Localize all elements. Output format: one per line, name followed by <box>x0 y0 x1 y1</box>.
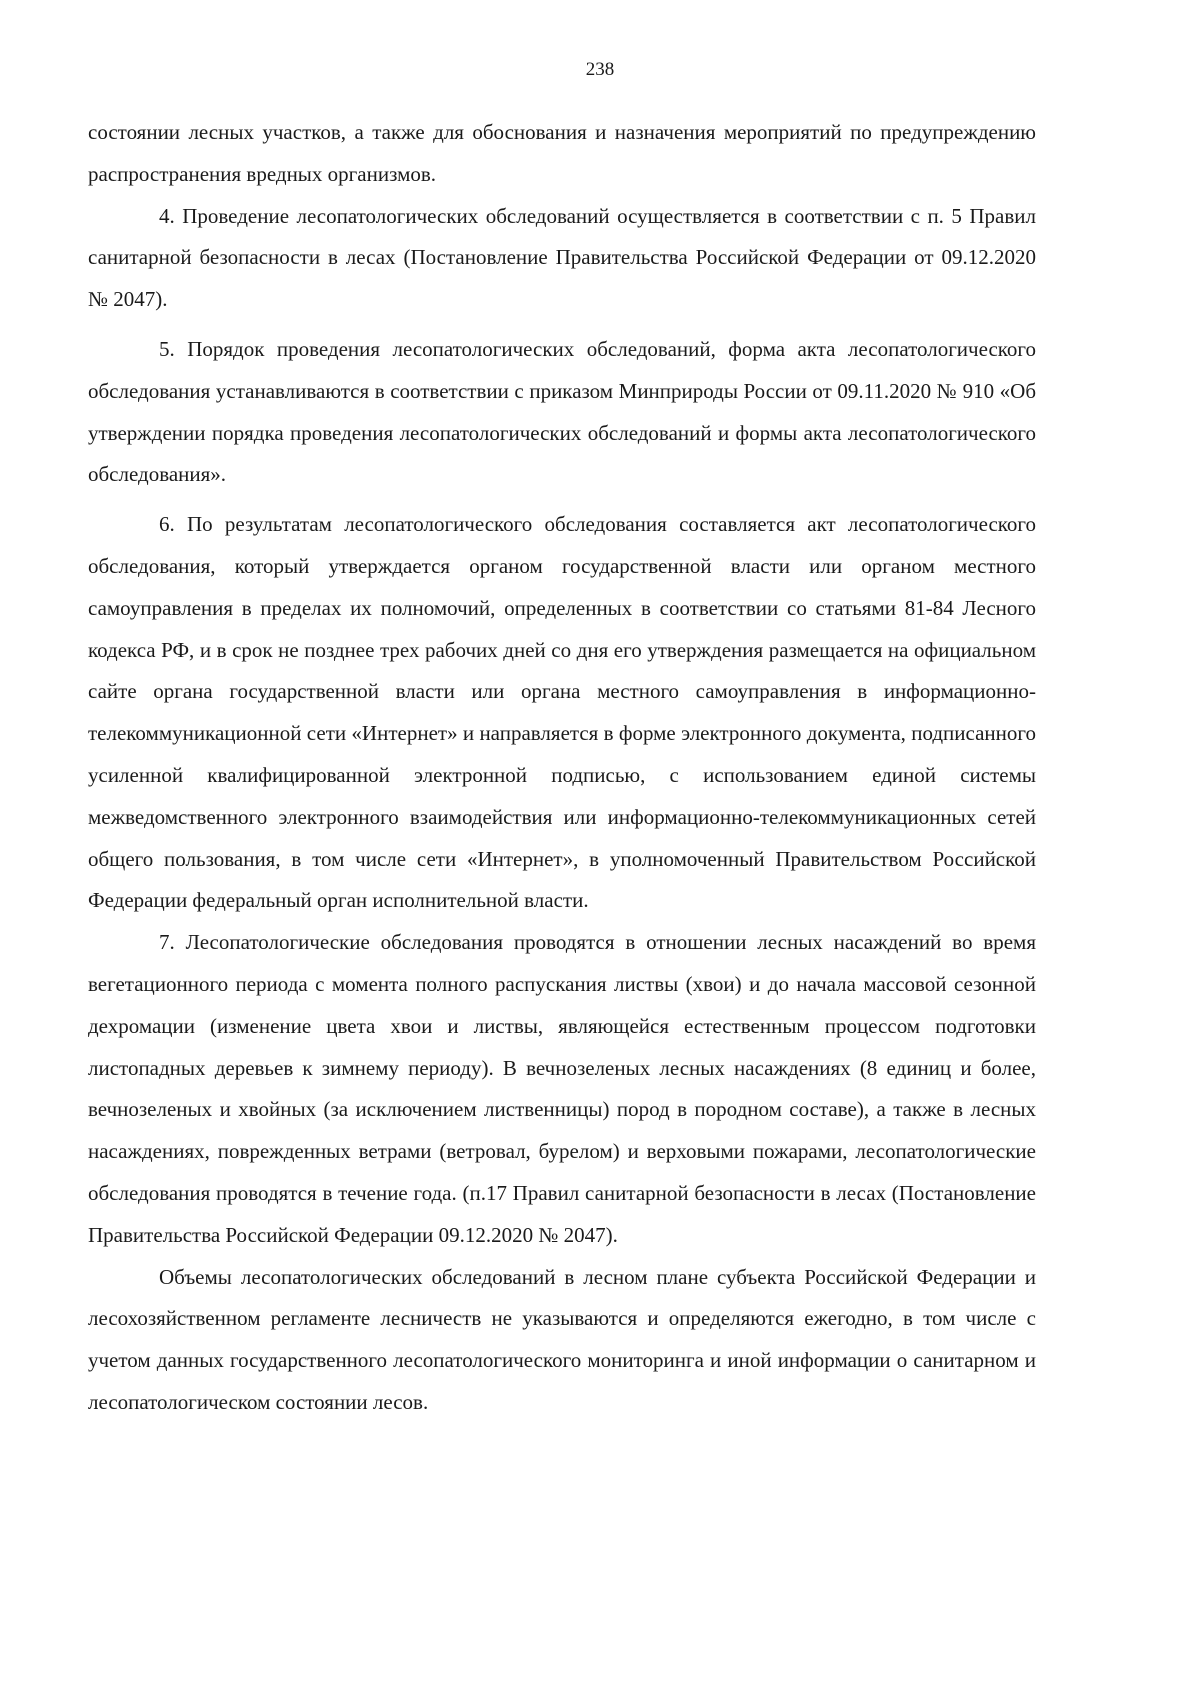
paragraph-item-4: 4. Проведение лесопатологических обследований осуществляется в соответствии с п. 5 Правил санитарной безопасности в лесах (Постановление Правительства Российской Федерации от 09.12.2020 № 2047). <box>88 203 1036 312</box>
paragraph-item-7: 7. Лесопатологические обследования проводятся в отношении лесных насаждений во время вегетационного периода с момента полного распускания листвы (хвои) и до начала массовой сезонной дехромации (изменение цвета хвои и листвы, являющейся естественным процессом подготовки листопадных деревьев к зимнему периоду). В вечнозеленых лесных насаждениях (8 единиц и более, вечнозеленых и хвойных (за исключением лиственницы) пород в породном составе), а также в лесных насаждениях, поврежденных ветрами (ветровал, бурелом) и верховыми пожарами, лесопатологические обследования проводятся в течение года. (п.17 Правил санитарной безопасности в лесах (Постановление Правительства Российской Федерации 09.12.2020 № 2047). <box>88 930 1036 1247</box>
paragraph-continuation: состоянии лесных участков, а также для обоснования и назначения мероприятий по предупреждению распространения вредных организмов. <box>88 120 1036 186</box>
document-body <box>88 112 1036 1424</box>
paragraph-item-5: 5. Порядок проведения лесопатологических обследований, форма акта лесопатологического обследования устанавливаются в соответствии с приказом Минприроды России от 09.11.2020 № 910 «Об утверждении порядка проведения лесопатологических обследований и формы акта лесопатологического обследования». <box>88 336 1036 487</box>
page-number: 238 <box>585 59 615 80</box>
paragraph-volumes: Объемы лесопатологических обследований в лесном плане субъекта Российской Федерации и лесохозяйственном регламенте лесничеств не указываются и определяются ежегодно, в том числе с учетом данных государственного лесопатологического мониторинга и иной информации о санитарном и лесопатологическом состоянии лесов. <box>88 1264 1036 1414</box>
paragraph-item-6: 6. По результатам лесопатологического обследования составляется акт лесопатологического обследования, который утверждается органом государственной власти или органом местного самоуправления в пределах их полномочий, определенных в соответствии со статьями 81-84 Лесного кодекса РФ, и в срок не позднее трех рабочих дней со дня его утверждения размещается на официальном сайте органа государственной власти или органа местного самоуправления в информационно-телекоммуникационной сети «Интернет» и направляется в форме электронного документа, подписанного усиленной квалифицированной электронной подписью, с использованием единой системы межведомственного электронного взаимодействия или информационно-телекоммуникационных сетей общего пользования, в том числе сети «Интернет», в уполномоченный Правительством Российской Федерации федеральный орган исполнительной власти. <box>88 512 1036 913</box>
